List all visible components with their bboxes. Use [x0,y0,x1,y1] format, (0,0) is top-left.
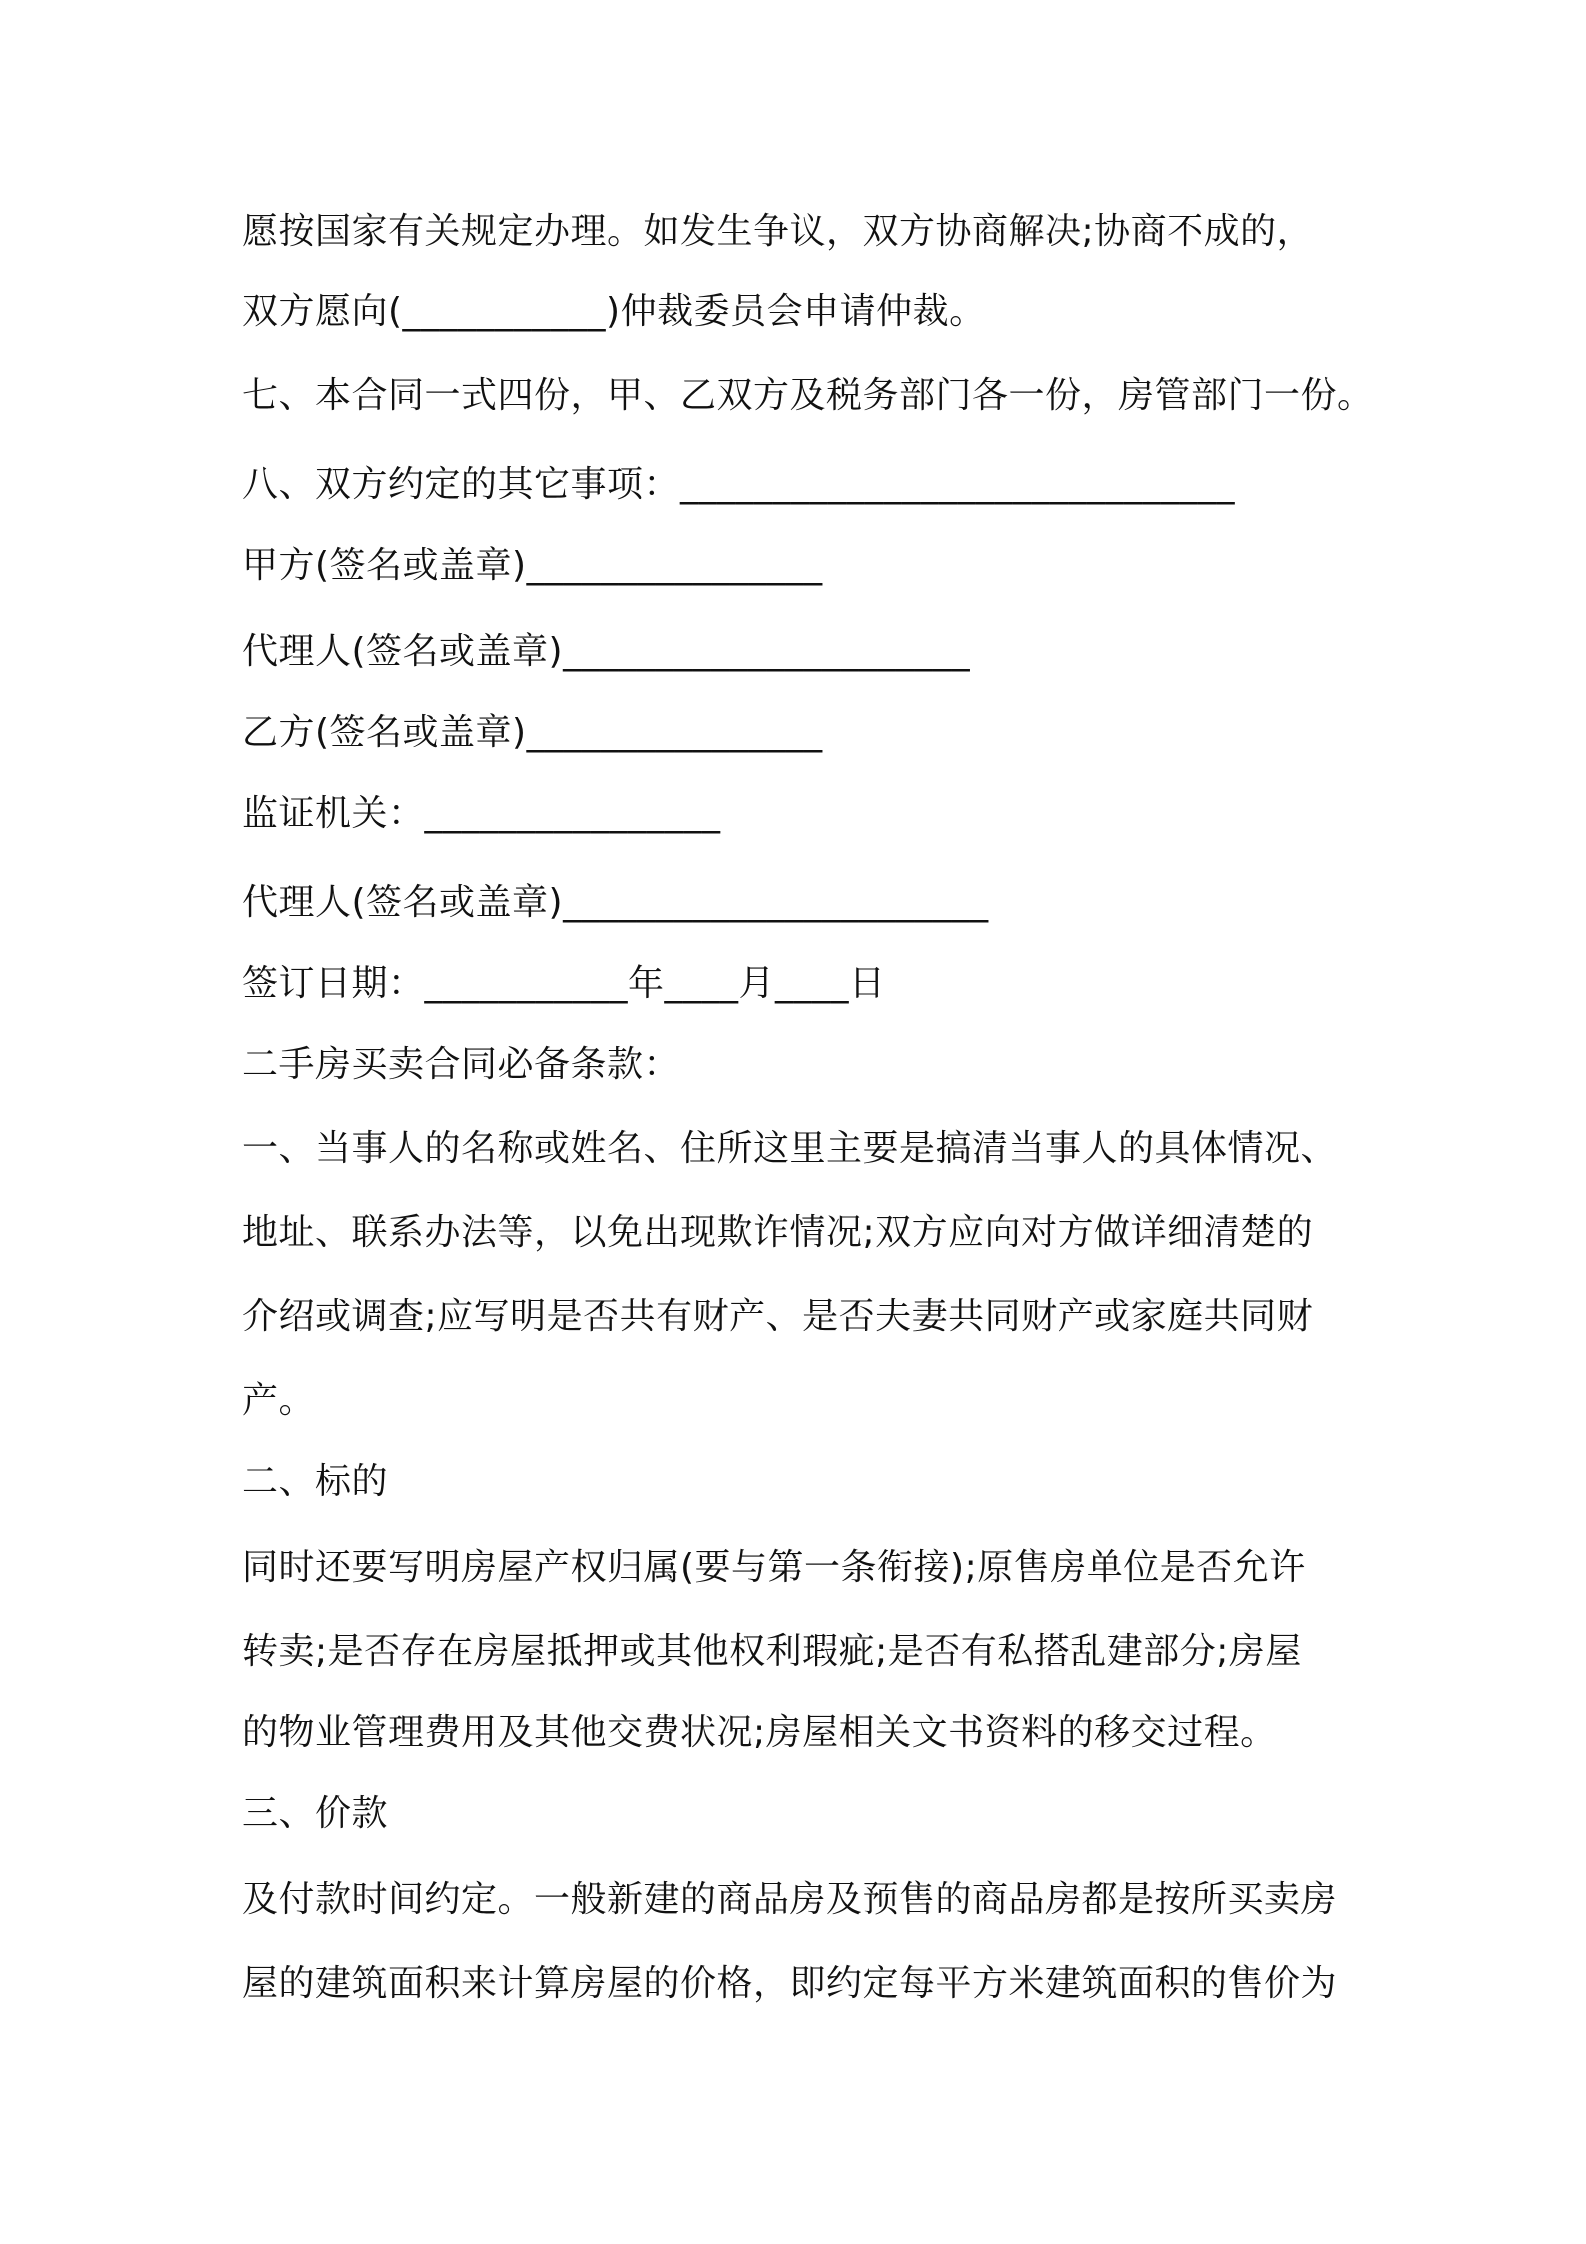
text-line: 转卖;是否存在房屋抵押或其他权利瑕疵;是否有私搭乱建部分;房屋 [242,1631,1302,1672]
text-line: 双方愿向(___________)仲裁委员会申请仲裁。 [242,291,986,332]
text-line: 的物业管理费用及其他交费状况;房屋相关文书资料的移交过程。 [242,1712,1277,1753]
signature-line-agent-2: 代理人(签名或盖章)_______________________ [242,882,989,923]
signature-line-party-b: 乙方(签名或盖章)________________ [242,712,823,753]
text-line: 及付款时间约定。一般新建的商品房及预售的商品房都是按所买卖房 [242,1879,1338,1920]
text-line: 七、本合同一式四份，甲、乙双方及税务部门各一份，房管部门一份。 [242,375,1374,416]
text-line: 同时还要写明房屋产权归属(要与第一条衔接);原售房单位是否允许 [242,1547,1306,1588]
text-line: 愿按国家有关规定办理。如发生争议，双方协商解决;协商不成的， [242,211,1314,252]
signing-date-line: 签订日期：___________年____月____日 [242,963,886,1004]
text-line: 一、当事人的名称或姓名、住所这里主要是搞清当事人的具体情况、 [242,1128,1338,1169]
section-heading: 三、价款 [242,1793,389,1834]
section-heading: 二、标的 [242,1461,389,1502]
signature-line-agent: 代理人(签名或盖章)______________________ [242,631,971,672]
text-line: 介绍或调查;应写明是否共有财产、是否夫妻共同财产或家庭共同财 [242,1296,1314,1337]
text-line: 产。 [242,1380,316,1421]
signature-line-party-a: 甲方(签名或盖章)________________ [242,545,823,586]
text-line: 地址、联系办法等，以免出现欺诈情况;双方应向对方做详细清楚的 [242,1212,1314,1253]
text-line: 屋的建筑面积来计算房屋的价格，即约定每平方米建筑面积的售价为 [242,1963,1338,2004]
section-heading: 二手房买卖合同必备条款： [242,1044,681,1085]
supervisory-authority-line: 监证机关：________________ [242,793,721,834]
text-line: 八、双方约定的其它事项：______________________________ [242,464,1236,505]
